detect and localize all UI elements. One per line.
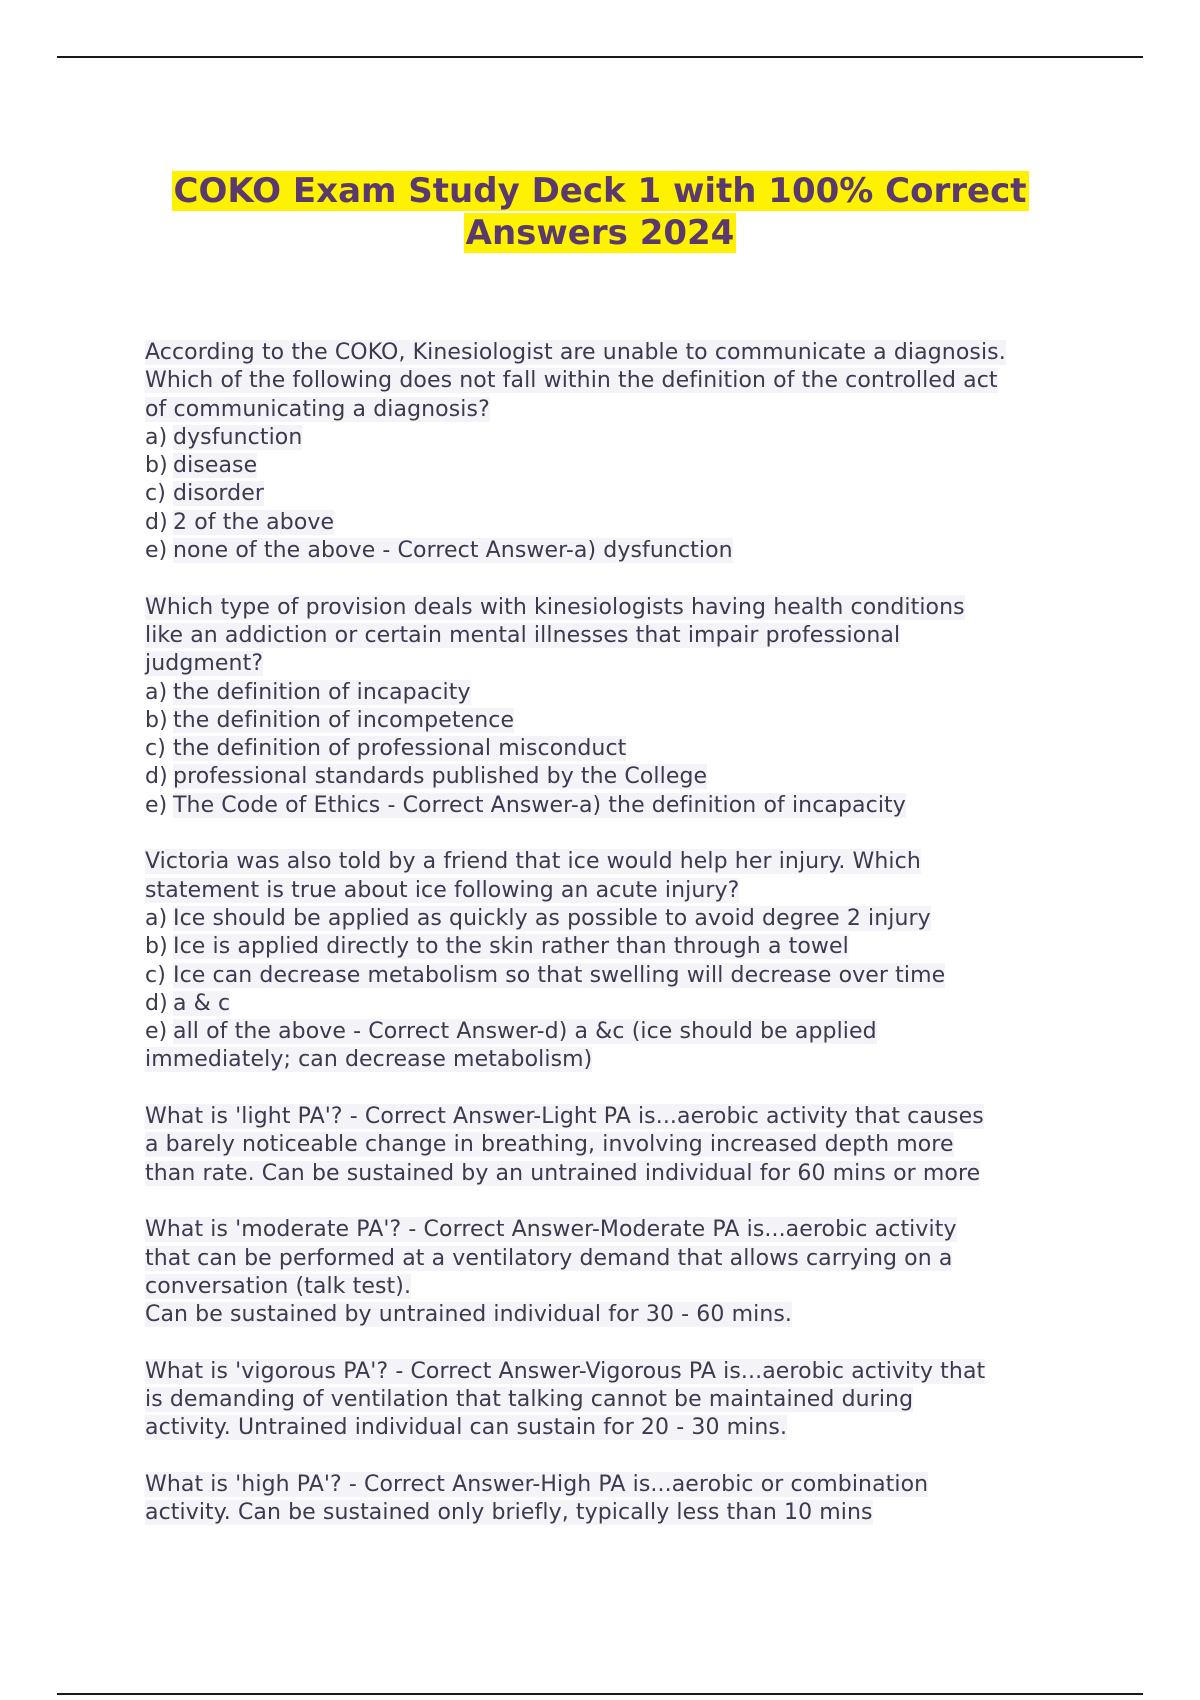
answer-option-correct: e) all of the above - Correct Answer-d) a &c (ice should be applied <box>145 1019 877 1045</box>
answer-option: b) the definition of incompetence <box>145 707 515 733</box>
question-block <box>145 1103 1105 1188</box>
answer-continuation: immediately; can decrease metabolism) <box>145 1047 593 1073</box>
question-text-line: of communicating a diagnosis? <box>145 396 490 422</box>
question-text-line: that can be performed at a ventilatory demand that allows carrying on a <box>145 1245 953 1271</box>
question-text-line: a barely noticeable change in breathing, involving increased depth more <box>145 1132 954 1158</box>
question-text-line: Victoria was also told by a friend that ice would help her injury. Which <box>145 849 921 875</box>
question-text-line: Which of the following does not fall within the definition of the controlled act <box>145 368 998 394</box>
question-text-line: statement is true about ice following an acute injury? <box>145 877 740 903</box>
answer-option: b) disease <box>145 453 258 479</box>
title-line-1: COKO Exam Study Deck 1 with 100% Correct <box>173 171 1027 211</box>
answer-option: c) Ice can decrease metabolism so that swelling will decrease over time <box>145 962 946 988</box>
question-block <box>145 1216 1105 1329</box>
question-text-line: What is 'light PA'? - Correct Answer-Light PA is...aerobic activity that causes <box>145 1104 984 1130</box>
question-text-line: What is 'high PA'? - Correct Answer-High PA is...aerobic or combination <box>145 1471 929 1497</box>
question-text-line: According to the COKO, Kinesiologist are unable to communicate a diagnosis. <box>145 340 1006 365</box>
answer-option: d) professional standards published by the College <box>145 764 708 790</box>
question-block <box>145 848 1105 1074</box>
answer-option: a) the definition of incapacity <box>145 679 471 705</box>
question-block <box>145 1358 1105 1443</box>
question-text-line: than rate. Can be sustained by an untrained individual for 60 mins or more <box>145 1160 981 1186</box>
title-line-2: Answers 2024 <box>465 213 735 253</box>
question-text-line: activity. Untrained individual can sustain for 20 - 30 mins. <box>145 1415 788 1441</box>
question-text-line: activity. Can be sustained only briefly, typically less than 10 mins <box>145 1500 873 1526</box>
answer-option: a) dysfunction <box>145 424 303 450</box>
question-text-line: like an addiction or certain mental illnesses that impair professional <box>145 622 901 648</box>
question-text-line: conversation (talk test). <box>145 1273 412 1299</box>
question-text-line: Can be sustained by untrained individual for 30 - 60 mins. <box>145 1302 793 1328</box>
answer-option: d) 2 of the above <box>145 509 335 535</box>
answer-option: b) Ice is applied directly to the skin rather than through a towel <box>145 934 849 960</box>
answer-option-correct: e) none of the above - Correct Answer-a) dysfunction <box>145 538 733 564</box>
question-text-line: judgment? <box>145 651 264 677</box>
answer-option: c) the definition of professional misconduct <box>145 736 627 762</box>
answer-option: d) a & c <box>145 990 231 1016</box>
question-text-line: What is 'moderate PA'? - Correct Answer-Moderate PA is...aerobic activity <box>145 1217 957 1243</box>
question-block <box>145 594 1105 820</box>
qa-content <box>145 339 1105 1556</box>
answer-option-correct: e) The Code of Ethics - Correct Answer-a) the definition of incapacity <box>145 792 906 818</box>
bottom-rule <box>57 1693 1143 1695</box>
answer-option: a) Ice should be applied as quickly as possible to avoid degree 2 injury <box>145 905 931 931</box>
question-text-line: Which type of provision deals with kinesiologists having health conditions <box>145 594 965 620</box>
document-title <box>100 170 1100 254</box>
answer-option: c) disorder <box>145 481 265 507</box>
question-text-line: is demanding of ventilation that talking cannot be maintained during <box>145 1386 914 1412</box>
question-block <box>145 1471 1105 1528</box>
question-block <box>145 339 1105 565</box>
question-text-line: What is 'vigorous PA'? - Correct Answer-Vigorous PA is...aerobic activity that <box>145 1358 986 1384</box>
top-rule <box>57 56 1143 58</box>
